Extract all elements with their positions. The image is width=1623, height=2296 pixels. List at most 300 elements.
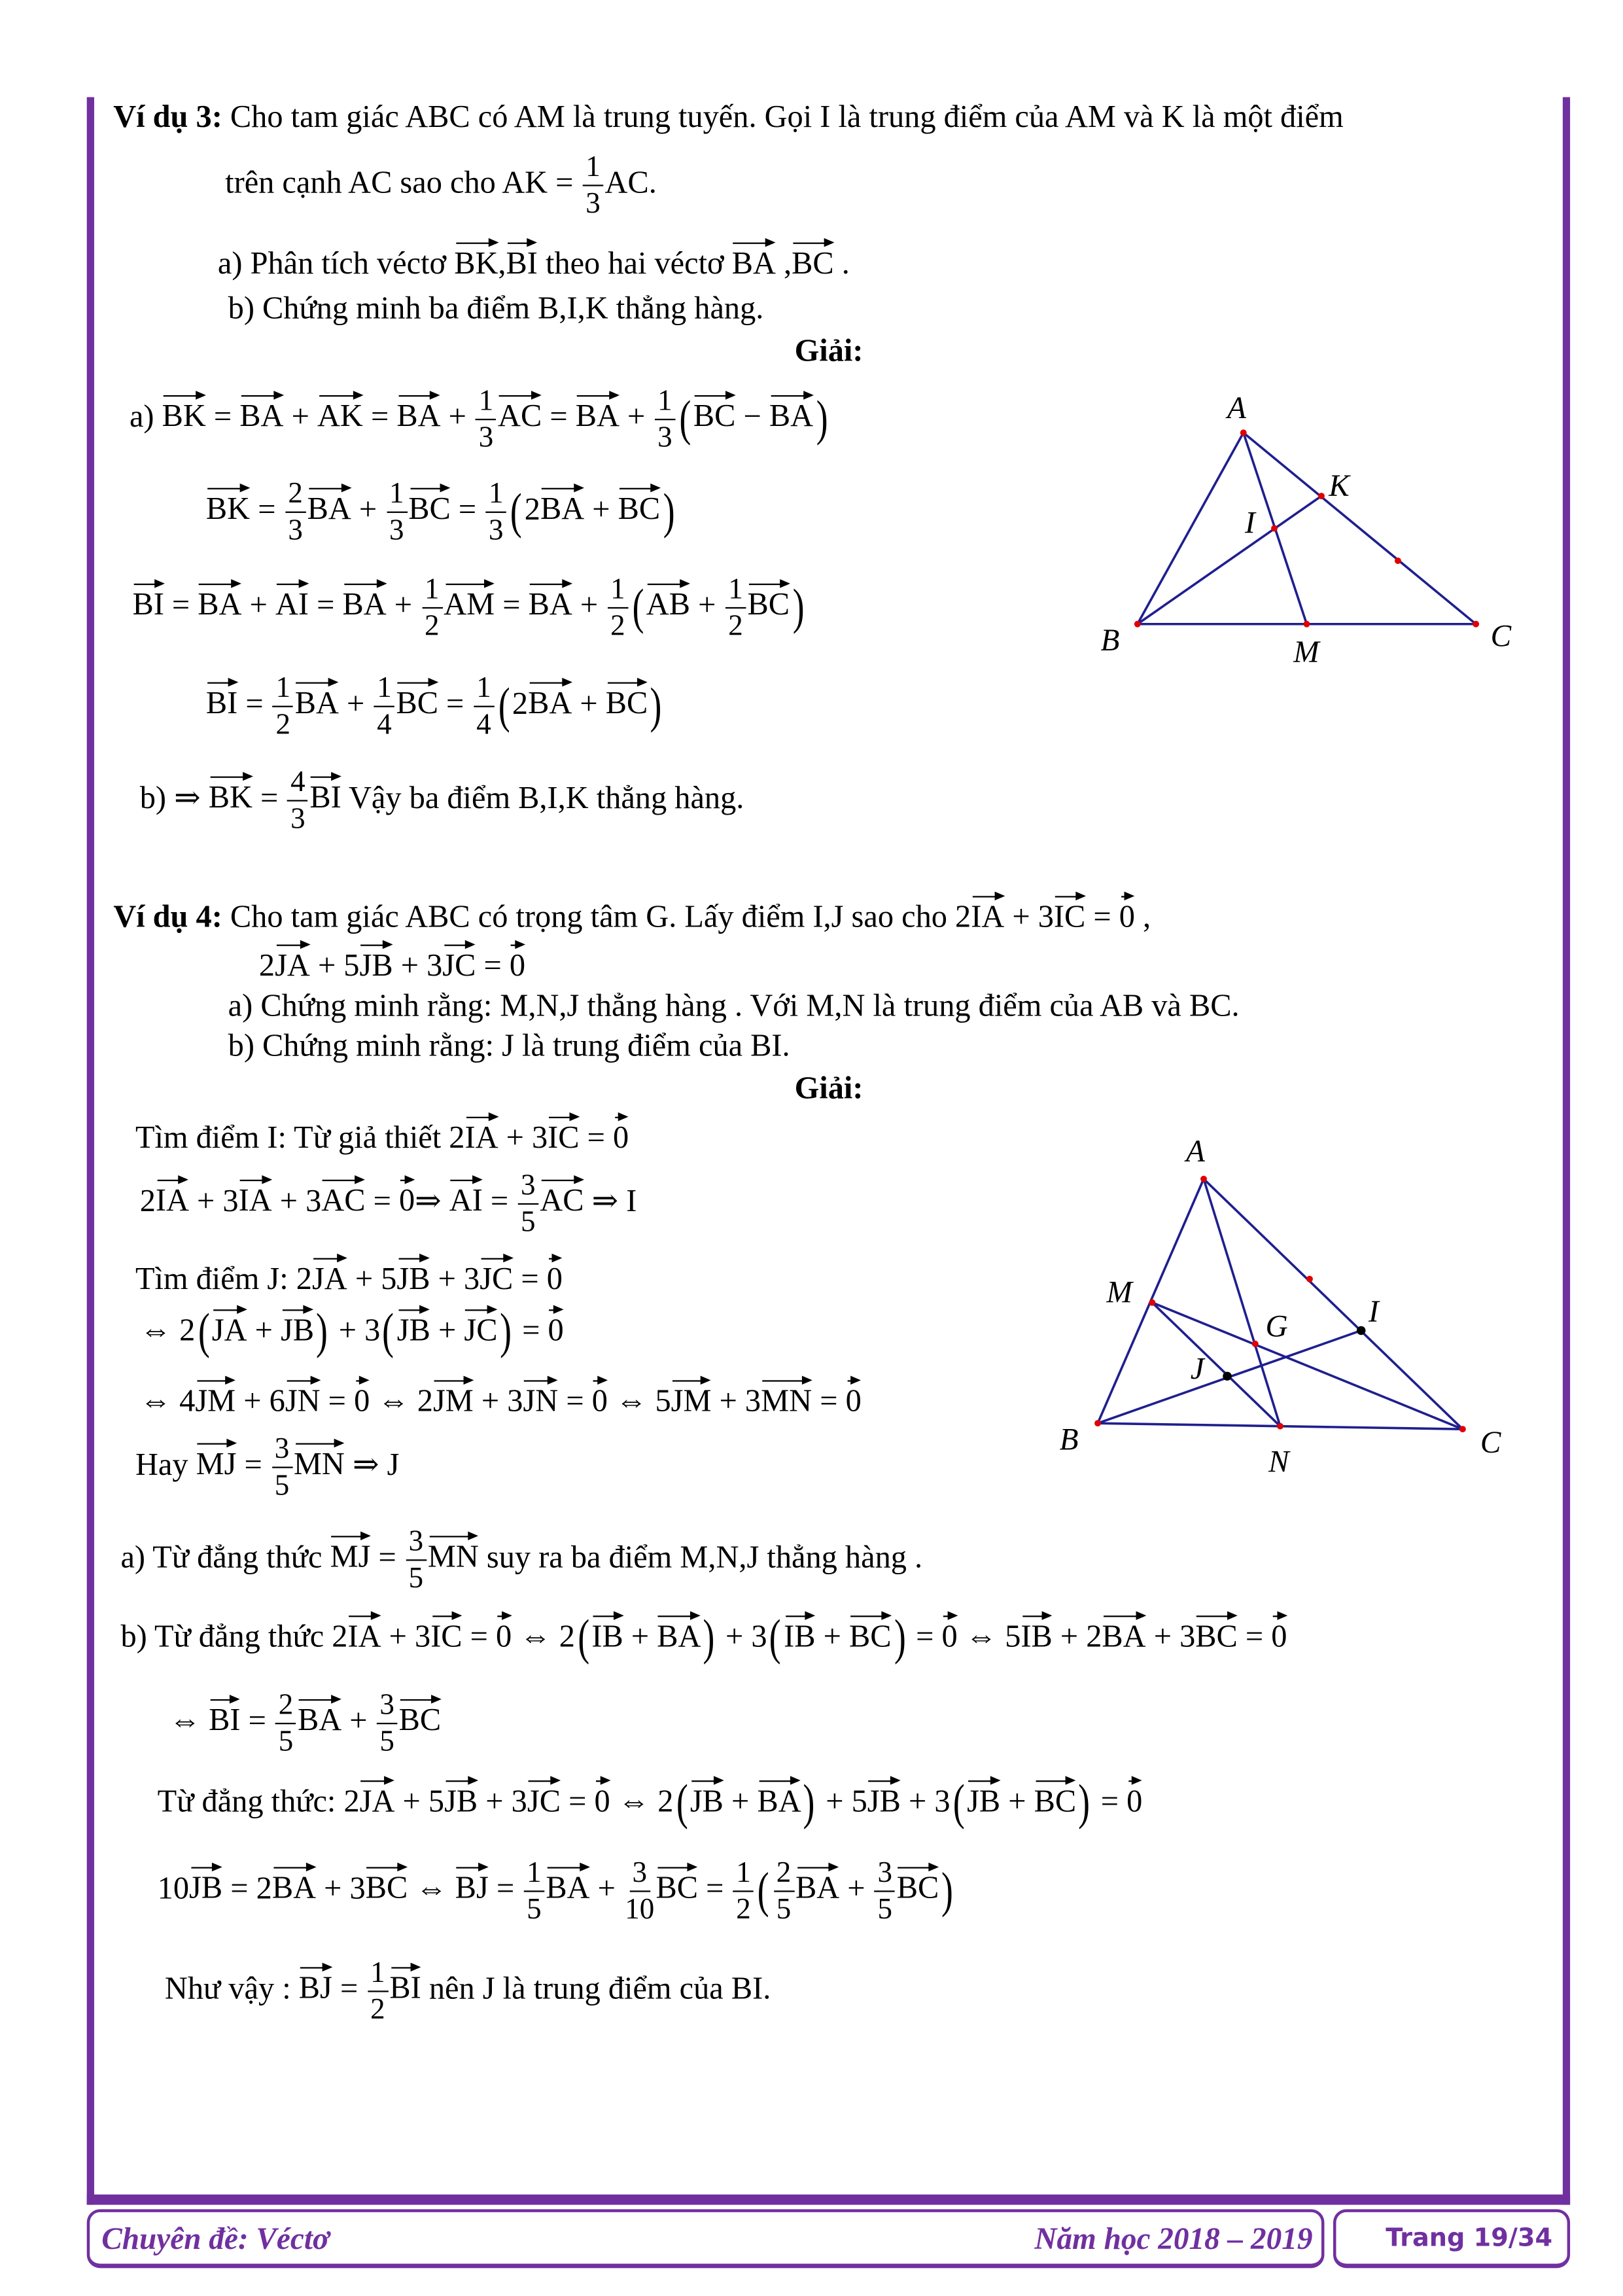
vector: JB xyxy=(967,1782,1000,1818)
numerator: 1 xyxy=(733,1858,754,1892)
text-run: = xyxy=(320,1383,355,1419)
vector: IA xyxy=(347,1617,381,1653)
text-run: 2 xyxy=(139,1183,156,1219)
vector: IA xyxy=(971,898,1004,934)
text-run: ⇔ xyxy=(169,1703,209,1739)
vector: BA xyxy=(529,586,572,622)
numerator: 3 xyxy=(377,1690,397,1724)
vector: BA xyxy=(298,1701,341,1737)
footer-page-box xyxy=(1333,2209,1570,2268)
text-run: = xyxy=(309,587,343,623)
parenthesis: ( xyxy=(679,392,691,447)
vector: JM xyxy=(433,1382,474,1418)
vector: IC xyxy=(548,1118,579,1154)
text-run: a) Chứng minh rằng: M,N,J thẳng hàng . Với M,N là trung điểm của AB và BC. xyxy=(228,987,1240,1023)
numerator: 1 xyxy=(273,673,293,707)
text-run: 2 xyxy=(512,686,529,722)
denominator: 2 xyxy=(424,610,440,643)
text-run: = xyxy=(1085,898,1119,934)
numerator: 3 xyxy=(518,1171,538,1205)
text-run: + xyxy=(338,686,373,722)
denominator: 5 xyxy=(877,1893,892,1926)
text-run: + xyxy=(351,491,385,527)
text-run: = xyxy=(462,1618,497,1654)
vector: JB xyxy=(189,1869,222,1905)
numerator: 2 xyxy=(773,1858,794,1892)
parenthesis: ) xyxy=(662,484,674,540)
vector: IC xyxy=(430,1617,462,1653)
vector: BC xyxy=(399,1701,442,1737)
denominator: 4 xyxy=(377,709,392,741)
text-run: Tìm điểm I: Từ giả thiết 2 xyxy=(135,1120,465,1156)
text-run: + xyxy=(619,398,654,434)
vector: AB xyxy=(646,586,690,622)
vector: BA xyxy=(1102,1617,1145,1653)
text-run: , xyxy=(1134,898,1151,934)
text-run: + xyxy=(440,398,475,434)
text-run: = xyxy=(236,1447,270,1483)
segment-bk xyxy=(1138,496,1321,624)
text-run: theo hai véctơ xyxy=(537,245,732,281)
text-run: , xyxy=(498,245,506,281)
vector: BK xyxy=(209,779,253,815)
vector: IA xyxy=(156,1182,189,1218)
text-run: a) Phân tích véctơ xyxy=(217,245,455,281)
parenthesis: ) xyxy=(894,1612,906,1667)
vector: BA xyxy=(396,397,440,433)
parenthesis: ( xyxy=(676,1776,688,1831)
numerator: 1 xyxy=(474,673,494,707)
vector: JB xyxy=(444,1782,478,1818)
numerator: 1 xyxy=(421,574,442,609)
text-run: + 3 xyxy=(900,1783,951,1819)
denominator: 5 xyxy=(527,1893,542,1926)
text-run: = xyxy=(365,1183,399,1219)
text-run: trên cạnh AC sao cho AK = xyxy=(225,164,582,200)
numerator: 1 xyxy=(524,1858,544,1892)
vector: 0 xyxy=(1126,1782,1142,1818)
label-k: K xyxy=(1329,469,1350,504)
denominator: 2 xyxy=(610,610,625,643)
text-run: + xyxy=(623,1618,657,1654)
parenthesis: ) xyxy=(650,679,662,734)
vector: JA xyxy=(212,1311,247,1347)
vector: BI xyxy=(132,586,164,622)
vector: 0 xyxy=(547,1260,563,1296)
points-example4 xyxy=(1094,1176,1466,1432)
parenthesis: ( xyxy=(758,1863,770,1918)
vector: JA xyxy=(275,946,310,982)
vector: 0 xyxy=(510,946,525,982)
vector: BA xyxy=(546,1869,589,1905)
vector: 0 xyxy=(399,1182,415,1218)
text-run: 2 xyxy=(258,947,275,983)
text-run: Vậy ba điểm B,I,K thẳng hàng. xyxy=(341,780,744,816)
text-run: ⇔ 5 xyxy=(957,1618,1021,1654)
text-run: ⇒ I xyxy=(584,1183,637,1219)
vector: BK xyxy=(454,244,498,280)
denominator: 3 xyxy=(389,514,404,547)
denominator: 2 xyxy=(728,610,743,643)
vector: IC xyxy=(1054,898,1085,934)
numerator: 3 xyxy=(629,1858,650,1892)
text-run: + xyxy=(584,491,618,527)
vector: 0 xyxy=(1271,1617,1287,1653)
label-m: M xyxy=(1106,1275,1132,1310)
vector: 0 xyxy=(354,1382,370,1418)
vector: BC xyxy=(897,1869,939,1905)
numerator: 1 xyxy=(655,386,675,420)
numerator: 1 xyxy=(583,152,603,186)
vector: BC xyxy=(618,490,661,526)
denominator: 5 xyxy=(776,1893,792,1926)
label-b: B xyxy=(1100,624,1120,658)
text-run: , xyxy=(775,245,792,281)
parenthesis: ) xyxy=(1079,1776,1091,1831)
text-run: = xyxy=(362,398,397,434)
text-run: Cho tam giác ABC có AM là trung tuyến. Gọi I là trung điểm của AM và K là một điểm xyxy=(222,99,1344,135)
vector: JA xyxy=(360,1782,395,1818)
text-run: = xyxy=(240,1703,274,1739)
vector: 0 xyxy=(1119,898,1135,934)
text-run: = xyxy=(164,587,198,623)
numerator: 2 xyxy=(275,1690,296,1724)
text-run: = xyxy=(698,1870,732,1906)
vector: BK xyxy=(206,490,250,526)
vector: 0 xyxy=(941,1617,957,1653)
parenthesis: ) xyxy=(316,1305,328,1360)
text-run: + xyxy=(572,686,606,722)
vector: BA xyxy=(198,586,241,622)
parenthesis: ) xyxy=(803,1776,816,1831)
text-run: + 3 xyxy=(717,1618,767,1654)
parenthesis: ) xyxy=(941,1863,953,1918)
vector: IB xyxy=(1021,1617,1052,1653)
parenthesis: ( xyxy=(632,580,644,635)
text-run: = xyxy=(1092,1783,1127,1819)
text-run: ⇔ 2 xyxy=(370,1383,433,1419)
points-example3 xyxy=(1134,429,1479,627)
vector: AI xyxy=(449,1182,483,1218)
text-run: + 2 xyxy=(1052,1618,1102,1654)
numerator: 3 xyxy=(406,1527,426,1561)
vector: BI xyxy=(209,1701,240,1737)
vector: BA xyxy=(769,397,813,433)
text-run: Hay xyxy=(135,1447,196,1483)
vector: JB xyxy=(397,1311,430,1347)
denominator: 3 xyxy=(288,514,303,547)
text-run: + xyxy=(815,1618,849,1654)
denominator: 2 xyxy=(370,1993,385,2026)
denominator: 3 xyxy=(489,514,504,547)
parenthesis: ( xyxy=(198,1305,209,1360)
vector: BI xyxy=(389,1969,421,2005)
vector: BA xyxy=(272,1869,316,1905)
text-run: = xyxy=(370,1539,404,1575)
segment-ab xyxy=(1138,433,1244,624)
footer-school-year: Năm học 2018 – 2019 xyxy=(1034,2221,1313,2257)
text-run: + 3 xyxy=(498,1120,548,1156)
text-run: + 3 xyxy=(188,1183,239,1219)
vector: JB xyxy=(281,1311,314,1347)
vector: JC xyxy=(527,1782,561,1818)
text-run: 10 xyxy=(157,1870,190,1906)
vector: BI xyxy=(206,684,237,720)
text-run: ⇔ 4 xyxy=(139,1383,196,1419)
vector: BC xyxy=(606,684,648,720)
text-run: + 3 xyxy=(381,1618,431,1654)
vector: 0 xyxy=(613,1118,629,1154)
vector: JM xyxy=(195,1382,236,1418)
text-run: = xyxy=(579,1120,614,1156)
vector: AC xyxy=(498,397,542,433)
vector: JA xyxy=(312,1260,347,1296)
example3-solution-heading: Giải: xyxy=(794,332,864,368)
vector: BA xyxy=(795,1869,839,1905)
text-run: nên J là trung điểm của BI. xyxy=(421,1970,771,2006)
vector: 0 xyxy=(846,1382,862,1418)
vector: BI xyxy=(506,244,538,280)
text-run: = xyxy=(513,1261,547,1297)
denominator: 3 xyxy=(585,187,601,221)
denominator: 5 xyxy=(521,1206,536,1239)
denominator: 5 xyxy=(274,1470,290,1502)
numerator: 1 xyxy=(387,479,407,513)
text-run: . xyxy=(833,245,850,281)
text-run: + 3 xyxy=(711,1383,761,1419)
label-m: M xyxy=(1293,635,1319,670)
vector: JB xyxy=(396,1260,430,1296)
label-n: N xyxy=(1268,1445,1289,1479)
vector: IA xyxy=(464,1118,498,1154)
text-run: + 3 xyxy=(271,1183,322,1219)
footer-info-box xyxy=(87,2209,1325,2268)
footer-topic: Chuyên đề: Véctơ xyxy=(101,2221,330,2257)
numerator: 2 xyxy=(285,479,305,513)
text-run: + 5 xyxy=(394,1783,445,1819)
text-run: = xyxy=(514,1312,548,1348)
vector: 0 xyxy=(548,1311,563,1347)
text-run: = xyxy=(252,780,287,816)
text-run: a) xyxy=(129,398,162,434)
parenthesis: ( xyxy=(498,679,510,734)
vector: BA xyxy=(343,586,387,622)
text-run: Cho tam giác ABC có trọng tâm G. Lấy điểm I,J sao cho 2 xyxy=(222,898,971,934)
label-j: J xyxy=(1190,1352,1204,1386)
text-run: + xyxy=(386,587,421,623)
text-run: = xyxy=(482,1183,517,1219)
text-run: + 3 xyxy=(430,1261,480,1297)
label-i: I xyxy=(1368,1294,1379,1329)
text-run: = xyxy=(1237,1618,1272,1654)
vector: JN xyxy=(285,1382,321,1418)
parenthesis: ) xyxy=(500,1305,512,1360)
numerator: 3 xyxy=(875,1858,895,1892)
segment-ac xyxy=(1244,433,1476,624)
text-run: + 3 xyxy=(473,1383,523,1419)
vector: JC xyxy=(480,1260,513,1296)
vector: IB xyxy=(591,1617,623,1653)
numerator: 1 xyxy=(368,1958,388,1992)
text-run: ⇒ xyxy=(415,1183,449,1219)
text-run: b) Chứng minh ba điểm B,I,K thẳng hàng. xyxy=(228,290,764,326)
vector: 0 xyxy=(594,1782,610,1818)
vector: MJ xyxy=(196,1445,237,1481)
text-run: + xyxy=(690,587,724,623)
text-run: + 6 xyxy=(236,1383,285,1419)
numerator: 1 xyxy=(476,386,496,420)
text-run: = xyxy=(250,491,284,527)
vector: JB xyxy=(690,1782,724,1818)
text-run: + 3 xyxy=(330,1312,381,1348)
vector: 0 xyxy=(592,1382,608,1418)
text-run: suy ra ba điểm M,N,J thẳng hàng . xyxy=(478,1539,923,1575)
text-run: = xyxy=(450,491,485,527)
text-run: + 3 xyxy=(316,1870,366,1906)
text-run: + 5 xyxy=(347,1261,397,1297)
numerator: 3 xyxy=(271,1434,292,1468)
text-run: + 5 xyxy=(818,1783,867,1819)
denominator: 2 xyxy=(275,709,291,741)
triangle-figure-example3 xyxy=(1138,433,1476,624)
label-b: B xyxy=(1059,1422,1079,1457)
text-run: + 3 xyxy=(478,1783,527,1819)
vector: BC xyxy=(849,1617,892,1653)
vector: JN xyxy=(523,1382,558,1418)
denominator: 3 xyxy=(478,421,494,454)
text-run: = xyxy=(542,398,576,434)
vector: AI xyxy=(275,586,309,622)
text-run: b) Chứng minh rằng: J là trung điểm của BI. xyxy=(228,1027,790,1063)
denominator: 10 xyxy=(625,1893,655,1926)
denominator: 4 xyxy=(476,709,491,741)
denominator: 2 xyxy=(736,1893,751,1926)
vector: AM xyxy=(444,586,495,622)
vector: IB xyxy=(784,1617,815,1653)
vector: BI xyxy=(309,779,341,815)
text-run: + xyxy=(572,587,606,623)
vector: JB xyxy=(360,946,393,982)
text-run: AC. xyxy=(604,164,657,200)
vector: BA xyxy=(295,684,339,720)
text-run: Tìm điểm J: 2 xyxy=(135,1261,312,1297)
numerator: 1 xyxy=(486,479,506,513)
text-run: = 2 xyxy=(222,1870,272,1906)
text-run: + xyxy=(589,1870,624,1906)
label-g: G xyxy=(1265,1309,1288,1344)
vector: AK xyxy=(317,397,363,433)
vector: BC xyxy=(1034,1782,1077,1818)
text-run: − xyxy=(735,398,769,434)
text-run: = xyxy=(560,1783,595,1819)
vector: IA xyxy=(239,1182,272,1218)
parenthesis: ( xyxy=(952,1776,965,1831)
text-run: + xyxy=(1000,1783,1034,1819)
vector: BJ xyxy=(455,1869,489,1905)
parenthesis: ) xyxy=(815,392,828,447)
vector: BC xyxy=(1195,1617,1238,1653)
denominator: 3 xyxy=(657,421,672,454)
numerator: 1 xyxy=(374,673,394,707)
text-run: + 5 xyxy=(309,947,360,983)
denominator: 5 xyxy=(379,1725,394,1758)
vector: BA xyxy=(732,244,776,280)
text-run: Từ đẳng thức: 2 xyxy=(157,1783,360,1819)
text-run: = xyxy=(237,686,271,722)
page-number: Trang 19/34 xyxy=(1386,2223,1553,2253)
vector: BA xyxy=(528,684,572,720)
text-run: + xyxy=(283,398,317,434)
text-run: ⇔ xyxy=(408,1870,455,1906)
text-run: + xyxy=(241,587,275,623)
vector: BA xyxy=(757,1782,801,1818)
example-label: Ví dụ 3: xyxy=(113,99,222,135)
denominator: 5 xyxy=(278,1725,294,1758)
text-run: ⇔ 5 xyxy=(607,1383,671,1419)
vector: BJ xyxy=(299,1969,332,2005)
text-run: a) Từ đẳng thức xyxy=(120,1539,330,1575)
text-run: + 3 xyxy=(1004,898,1054,934)
vector: BA xyxy=(576,397,620,433)
text-run: + 3 xyxy=(1145,1618,1196,1654)
example-label: Ví dụ 4: xyxy=(113,898,222,934)
vector: JC xyxy=(464,1311,497,1347)
example4-solution-heading: Giải: xyxy=(794,1070,864,1106)
text-run: = xyxy=(205,398,240,434)
vector: JB xyxy=(867,1782,901,1818)
text-run: + xyxy=(430,1312,464,1348)
text-run: b) ⇒ xyxy=(139,780,209,816)
text-run: ⇔ 2 xyxy=(610,1783,674,1819)
parenthesis: ( xyxy=(383,1305,394,1360)
text-run: + xyxy=(839,1870,873,1906)
vector: MN xyxy=(294,1445,345,1481)
vector: BC xyxy=(747,586,790,622)
numerator: 1 xyxy=(608,574,628,609)
text-run: = xyxy=(812,1383,846,1419)
vector: BC xyxy=(396,684,438,720)
vector: BC xyxy=(656,1869,699,1905)
text-run: + 3 xyxy=(393,947,443,983)
vector: BA xyxy=(657,1617,701,1653)
text-run: = xyxy=(488,1870,523,1906)
parenthesis: ( xyxy=(577,1612,589,1667)
vector: MN xyxy=(761,1382,812,1418)
text-run: = xyxy=(558,1383,592,1419)
vector: BC xyxy=(408,490,451,526)
denominator: 3 xyxy=(290,803,305,836)
label-a: A xyxy=(1227,391,1246,425)
vector: MN xyxy=(428,1538,479,1574)
label-c: C xyxy=(1490,619,1512,654)
text-run: b) Từ đẳng thức 2 xyxy=(120,1618,348,1654)
vector: BC xyxy=(693,397,736,433)
text-run: + xyxy=(341,1703,375,1739)
text-run: = xyxy=(907,1618,942,1654)
vector: AC xyxy=(540,1182,584,1218)
numerator: 4 xyxy=(288,768,308,802)
text-run: + xyxy=(247,1312,281,1348)
vector: AC xyxy=(321,1182,365,1218)
text-run: = xyxy=(332,1970,366,2006)
vector: JM xyxy=(671,1382,712,1418)
vector: BA xyxy=(239,397,283,433)
vector: BK xyxy=(162,397,206,433)
text-run: ⇔ 2 xyxy=(139,1312,196,1348)
vector: 0 xyxy=(496,1617,512,1653)
label-c: C xyxy=(1480,1426,1501,1460)
text-run: + xyxy=(723,1783,758,1819)
